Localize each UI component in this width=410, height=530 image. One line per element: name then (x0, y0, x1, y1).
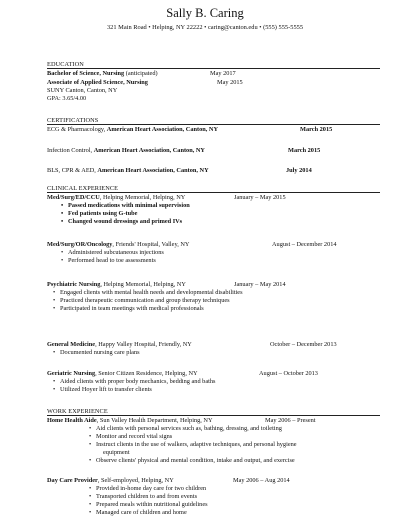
bullet-icon: • (61, 257, 64, 264)
list-item (89, 433, 172, 441)
work-place: , Self-employed, Helping, NY (97, 477, 174, 484)
list-item (61, 210, 137, 218)
bullet-text: Changed wound dressings and primed IVs (68, 218, 183, 225)
section-divider (47, 124, 380, 125)
clinical-date: August – October 2013 (259, 370, 318, 377)
list-item (53, 349, 140, 357)
cert-date: July 2014 (286, 167, 312, 174)
clinical-place: , Friends' Hospital, Valley, NY (112, 241, 190, 248)
list-item (61, 249, 164, 257)
list-item (89, 493, 197, 501)
bullet-icon: • (61, 218, 64, 225)
gpa: GPA: 3.65/4.00 (47, 95, 87, 102)
list-item (53, 305, 204, 313)
bullet-icon: • (89, 441, 92, 448)
clinical-entry-title (47, 241, 189, 249)
bullet-icon: • (89, 425, 92, 432)
bullet-text: Managed care of children and home (96, 509, 187, 516)
bullet-icon: • (53, 349, 56, 356)
work-place: , Sun Valley Health Department, Helping, NY (96, 417, 213, 424)
section-heading-clinical: CLINICAL EXPERIENCE (47, 185, 119, 192)
bullet-text: Fed patients using G-tube (68, 210, 138, 217)
bullet-text: Engaged clients with mental health needs and developmental disabilities (60, 289, 243, 296)
list-item (53, 297, 230, 305)
clinical-place: , Helping Memorial, Helping, NY (100, 281, 186, 288)
bullet-continuation: equipment (103, 449, 130, 456)
bullet-icon: • (61, 249, 64, 256)
cert-org: American Heart Association, Canton, NY (106, 126, 219, 133)
list-item (61, 202, 190, 210)
bullet-text: Instruct clients in the use of walkers, adaptive techniques, and personal hygiene (96, 441, 297, 448)
bullet-text: Observe clients' physical and mental condition, intake and output, and exercise (96, 457, 295, 464)
clinical-date: August – December 2014 (272, 241, 337, 248)
cert-org: American Heart Association, Canton, NY (97, 167, 209, 174)
cert-item (47, 126, 218, 134)
list-item (89, 485, 206, 493)
bullet-text: Provided in-home day care for two children (96, 485, 207, 492)
bullet-text: Participated in team meetings with medical professionals (60, 305, 204, 312)
bullet-icon: • (89, 501, 92, 508)
list-item (61, 257, 156, 265)
resume-name: Sally B. Caring (166, 6, 244, 20)
clinical-entry-title (47, 281, 186, 289)
degree-1 (47, 70, 158, 78)
work-date: May 2006 – Aug 2014 (233, 477, 290, 484)
clinical-date: October – December 2013 (270, 341, 337, 348)
clinical-title: Med/Surg/OR/Oncology (47, 241, 113, 248)
section-heading-work: WORK EXPERIENCE (47, 408, 108, 415)
bullet-icon: • (61, 210, 64, 217)
degree-1-date: May 2017 (210, 70, 236, 77)
list-item (53, 289, 243, 297)
clinical-title: Med/Surg/ED/CCU (47, 194, 100, 201)
bullet-icon: • (53, 297, 56, 304)
degree-2-date: May 2015 (217, 79, 243, 86)
bullet-text: Passed medications with minimal supervision (68, 202, 190, 209)
work-title: Home Health Aide (47, 417, 97, 424)
bullet-icon: • (53, 386, 56, 393)
bullet-text: Aided clients with proper body mechanics, bedding and baths (60, 378, 216, 385)
work-date: May 2006 – Present (265, 417, 316, 424)
degree-2-name: Associate of Applied Science, Nursing (47, 79, 148, 86)
bullet-icon: • (89, 485, 92, 492)
clinical-title: General Medicine (47, 341, 96, 348)
work-entry-title (47, 477, 174, 485)
clinical-place: , Happy Valley Hospital, Friendly, NY (95, 341, 192, 348)
section-divider (47, 415, 380, 416)
bullet-icon: • (53, 378, 56, 385)
list-item (89, 457, 295, 465)
list-item (89, 441, 297, 449)
bullet-text: Prepared meals within nutritional guidelines (96, 501, 208, 508)
cert-item (47, 167, 209, 175)
clinical-entry-title (47, 370, 198, 378)
bullet-icon: • (89, 493, 92, 500)
bullet-icon: • (89, 509, 92, 516)
cert-date: March 2015 (300, 126, 333, 133)
degree-1-note: (anticipated) (124, 70, 158, 77)
degree-1-name: Bachelor of Science, Nursing (47, 70, 125, 77)
bullet-text: Transported children to and from events (96, 493, 198, 500)
cert-name: BLS, CPR & AED, (47, 167, 98, 174)
list-item (89, 425, 282, 433)
cert-date: March 2015 (288, 147, 321, 154)
list-item (53, 386, 152, 394)
contact-line: 321 Main Road • Helping, NY 22222 • caring@canton.edu • (555) 555-5555 (106, 24, 304, 31)
section-divider (47, 68, 380, 69)
bullet-text: Documented nursing care plans (60, 349, 140, 356)
list-item (61, 218, 182, 226)
clinical-title: Geriatric Nursing (47, 370, 96, 377)
bullet-text: Aid clients with personal services such as, bathing, dressing, and toileting (96, 425, 282, 432)
bullet-text: Administered subcutaneous injections (68, 249, 164, 256)
list-item (89, 501, 208, 509)
clinical-entry-title (47, 341, 192, 349)
bullet-icon: • (89, 457, 92, 464)
clinical-date: January – May 2014 (234, 281, 286, 288)
cert-name: ECG & Pharmacology, (47, 126, 107, 133)
bullet-icon: • (53, 305, 56, 312)
section-divider (47, 192, 380, 193)
cert-org: American Heart Association, Canton, NY (93, 147, 205, 154)
bullet-icon: • (61, 202, 64, 209)
work-entry-title (47, 417, 213, 425)
clinical-date: January – May 2015 (234, 194, 286, 201)
section-heading-education: EDUCATION (47, 61, 84, 68)
work-title: Day Care Provider (47, 477, 98, 484)
list-item (89, 509, 187, 517)
bullet-text: Performed head to toe assessments (68, 257, 156, 264)
clinical-place: , Senior Citizen Residence, Helping, NY (95, 370, 198, 377)
list-item (53, 378, 215, 386)
cert-item (47, 147, 205, 155)
bullet-text: Monitor and record vital signs (96, 433, 173, 440)
cert-name: Infection Control, (47, 147, 94, 154)
school: SUNY Canton, Canton, NY (47, 87, 118, 94)
bullet-icon: • (53, 289, 56, 296)
bullet-text: Utilized Hoyer lift to transfer clients (60, 386, 152, 393)
clinical-entry-title (47, 194, 185, 202)
bullet-icon: • (89, 433, 92, 440)
clinical-place: , Helping Memorial, Helping, NY (99, 194, 186, 201)
bullet-text: Practiced therapeutic communication and group therapy techniques (60, 297, 230, 304)
clinical-title: Psychiatric Nursing (47, 281, 101, 288)
section-heading-certifications: CERTIFICATIONS (47, 117, 99, 124)
